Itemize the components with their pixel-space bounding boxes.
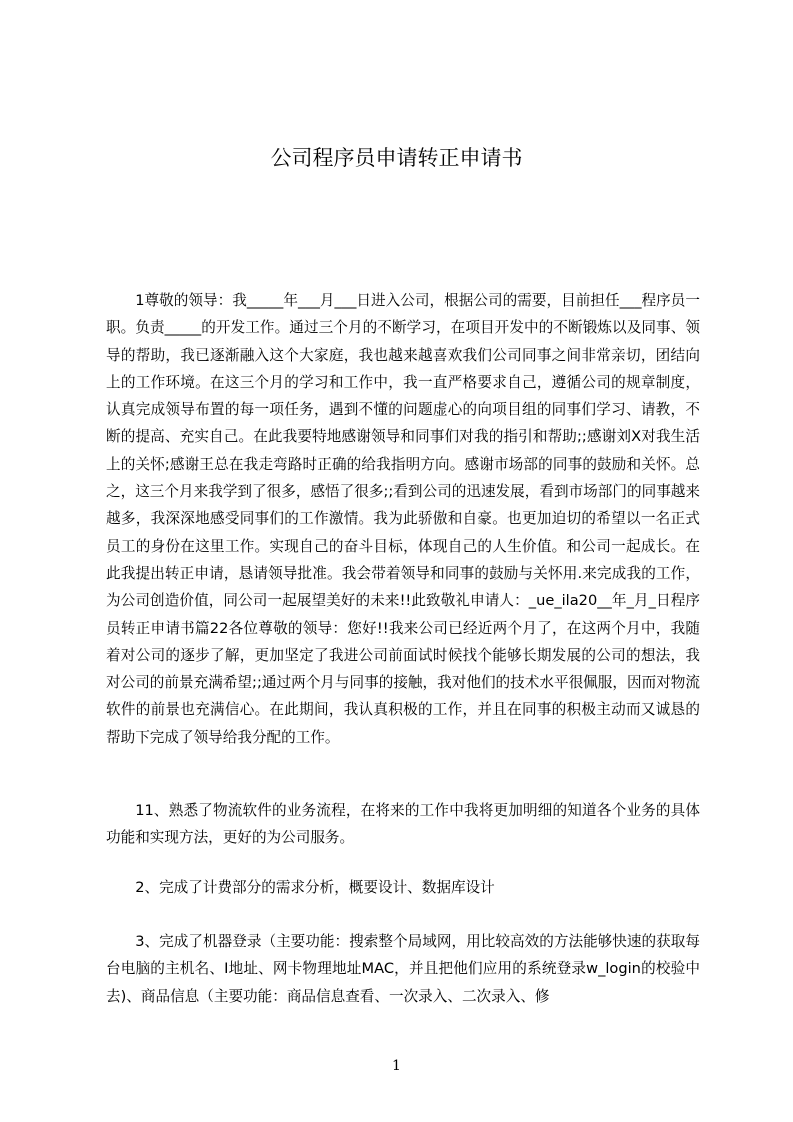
document-title: 公司程序员申请转正申请书	[270, 146, 523, 170]
paragraph-application-body: 1尊敬的领导：我_____年___月___日进入公司，根据公司的需要，目前担任___程序员一职。负责_____的开发工作。通过三个月的不断学习，在项目开发中的不断锻炼以及同事、领导的帮助，我已逐渐融入这个大家庭，我也越来越喜欢我们公司同事之间非常亲切，团结向上的工作环境。在这三个月的学习和工作中，我一直严格要求自己，遵循公司的规章制度，认真完成领导布置的每一项任务，遇到不懂的问题虚心的向项目组的同事们学习、请教，不断的提高、充实自己。在此我要特地感谢领导和同事们对我的指引和帮助;;感谢刘X对我生活上的关怀;感谢王总在我走弯路时正确的给我指明方向。感谢市场部的同事的鼓励和关怀。总之，这三个月来我学到了很多，感悟了很多;;看到公司的迅速发展，看到市场部门的同事越来越多，我深深地感受同事们的工作激情。我为此骄傲和自豪。也更加迫切的希望以一名正式员工的身份在这里工作。实现自己的奋斗目标，体现自己的人生价值。和公司一起成长。在此我提出转正申请，恳请领导批准。我会带着领导和同事的鼓励与关怀用.来完成我的工作，为公司创造价值，同公司一起展望美好的未来!!此致敬礼申请人：_ue_ila20__年_月_日程序员转正申请书篇22各位尊敬的领导：您好!!我来公司已经近两个月了，在这两个月中，我随着对公司的逐步了解，更加坚定了我进公司前面试时候找个能够长期发展的公司的想法，我对公司的前景充满希望;;通过两个月与同事的接触，我对他们的技术水平很佩服，因而对物流软件的前景也充满信心。在此期间，我认真积极的工作，并且在同事的积极主动而又诚恳的帮助下完成了领导给我分配的工作。	[106, 292, 700, 746]
paragraph-item-billing: 2、完成了计费部分的需求分析，概要设计、数据库设计	[135, 879, 495, 896]
page-number: 1	[392, 1058, 401, 1074]
paragraph-item-login: 3、完成了机器登录（主要功能：搜索整个局域网，用比较高效的方法能够快速的获取每台电脑的主机名、I地址、网卡物理地址MAC，并且把他们应用的系统登录w_login的校验中去)、商品信息（主要功能：商品信息查看、一次录入、二次录入、修	[106, 933, 700, 1005]
paragraph-item-logistics: 11、熟悉了物流软件的业务流程，在将来的工作中我将更加明细的知道各个业务的具体功能和实现方法，更好的为公司服务。	[106, 802, 700, 847]
